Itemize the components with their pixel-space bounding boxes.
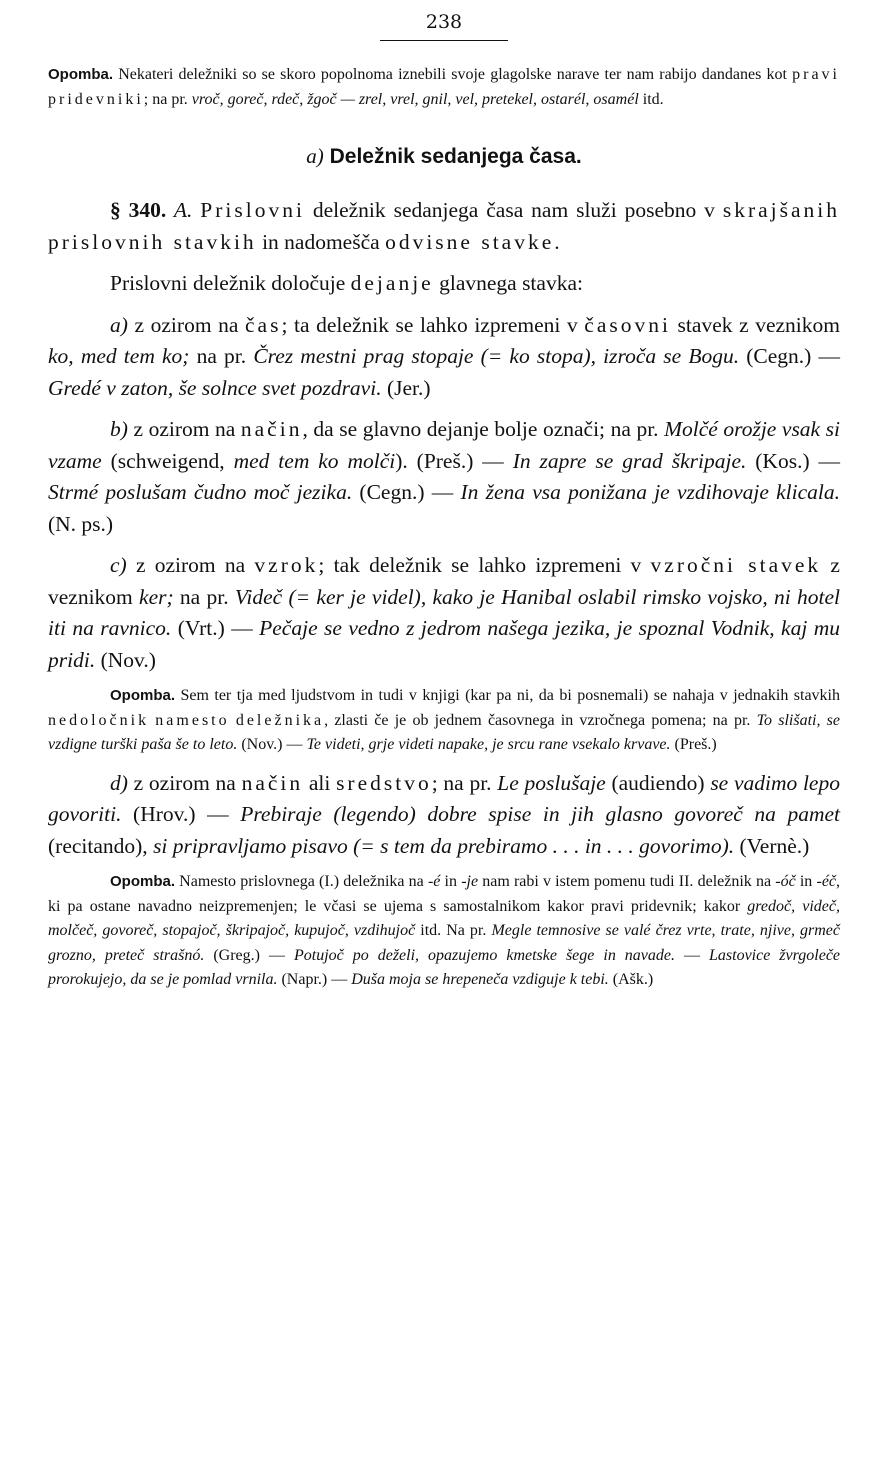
note-paragraph-3: Opomba. Namesto prislovnega (I.) deležnika na -é in -je nam rabi v istem pomenu tudi II. deležnik na -óč in -éč, ki pa ostane navadno neizpremenjen; le včasi se ujema s samostalnikom kakor pravi pridevnik; kakor gredoč, videč, molčeč, govoreč, stopajoč, škripajoč, kupujoč, vzdihujoč itd. Na pr. Megle temnosive se valé črez vrte, trate, njive, grmeč grozno, preteč strašnó. (Greg.) — Potujoč po deželi, opazujemo kmetske šege in navade. — Lastovice žvrgoleče prorokujejo, da se je pomlad vrnila. (Napr.) — Duša moja se hrepeneča vzdiguje k tebi. (Ašk.) xyxy=(48,873,841,988)
page xyxy=(48,10,840,993)
paragraph-d: d) z ozirom na način ali sredstvo; na pr. Le poslušaje (audiendo) se vadimo lepo govoriti. (Hrov.) — Prebiraje (legendo) dobre spise in jih glasno govoreč na pamet (recitando), si pripravljamo pisavo (= s tem da prebiramo . . . in . . . govorimo). (Vernè.) xyxy=(48,770,841,858)
section-340-paragraph: § 340. A. Prislovni deležnik sedanjega časa nam služi posebno v skrajšanih prislovnih stavkih in nadomešča odvisne stavke. xyxy=(48,198,841,254)
header-rule xyxy=(380,40,508,41)
section-heading: a) Deležnik sedanjega časa. xyxy=(306,144,582,168)
paragraph-a: a) z ozirom na čas; ta deležnik se lahko izpremeni v časovni stavek z veznikom ko, med tem ko; na pr. Črez mestni prag stopaje (= ko stopa), izroča se Bogu. (Cegn.) — Gredé v zaton, še solnce svet pozdravi. (Jer.) xyxy=(48,312,840,400)
note-label: Opomba. xyxy=(110,687,176,704)
note-label: Opomba. xyxy=(48,66,114,83)
section-number: § 340. xyxy=(110,198,167,222)
page-number: 238 xyxy=(425,11,463,33)
note-paragraph-2: Opomba. Sem ter tja med ljudstvom in tudi v knjigi (kar pa ni, da bi posnemali) se nahaja v jednakih stavkih nedoločnik namesto deležnika, zlasti če je ob jednem časovnega in vzročnega pomena; na pr. To slišati, se vzdigne turški paša še to leto. (Nov.) — Te videti, grje videti napake, je srcu rane vsekalo krvave. (Preš.) xyxy=(48,687,841,753)
note-paragraph-1: Opomba. Nekateri deležniki so se skoro popolnoma iznebili svoje glagolske narave ter nam rabijo dandanes kot pravi pridevniki; na pr. vroč, goreč, rdeč, žgoč — zrel, vrel, gnil, vel, pretekel, ostarél, osamél itd. xyxy=(48,66,840,108)
paragraph-c: c) z ozirom na vzrok; tak deležnik se lahko izpremeni v vzročni stavek z veznikom ker; na pr. Videč (= ker je videl), kako je Hanibal oslabil rimsko vojsko, ni hotel iti na ravnico. (Vrt.) — Pečaje se vedno z jedrom našega jezika, je spoznal Vodnik, kaj mu pridi. (Nov.) xyxy=(48,553,840,672)
intro-paragraph: Prislovni deležnik določuje dejanje glavnega stavka: xyxy=(110,271,583,295)
paragraph-b: b) z ozirom na način, da se glavno dejanje bolje označi; na pr. Molčé orožje vsak si vzame (schweigend, med tem ko molči). (Preš.) — In zapre se grad škripaje. (Kos.) — Strmé poslušam čudno moč jezika. (Cegn.) — In žena vsa ponižana je vzdihovaje klicala. (N. ps.) xyxy=(48,417,841,536)
note-label: Opomba. xyxy=(110,873,176,890)
